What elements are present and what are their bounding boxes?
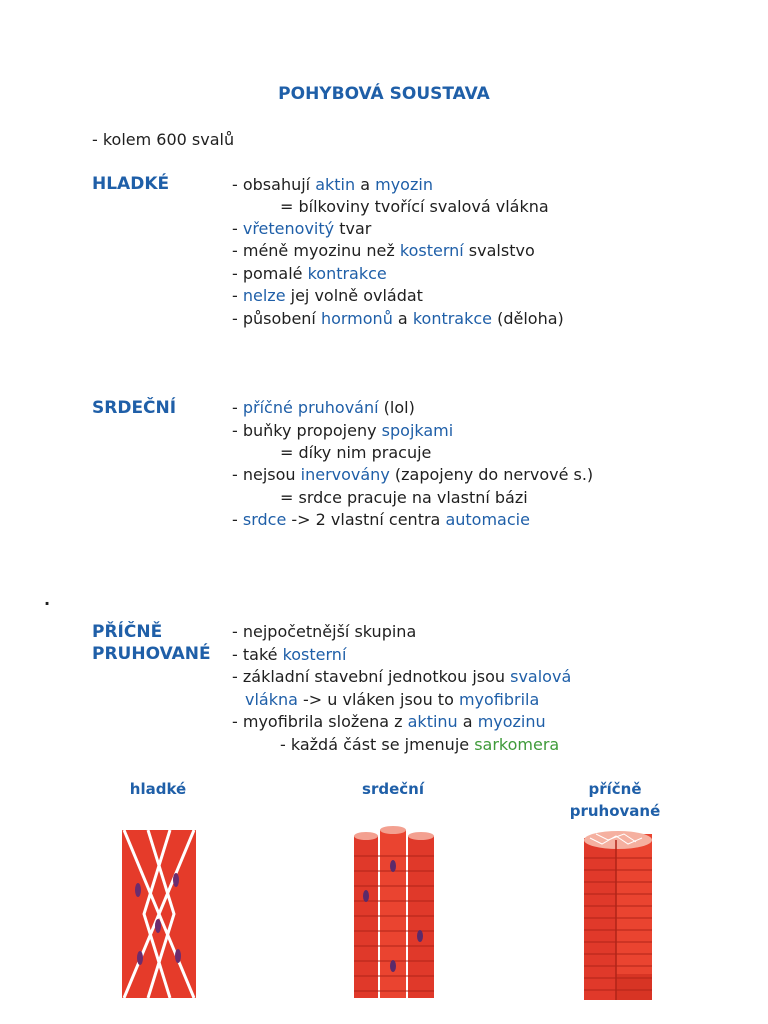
term-sarkomera: sarkomera [474,735,560,754]
hladke-line-3 [232,219,371,238]
term: myofibrila [458,690,540,709]
hladke-line-2: = bílkoviny tvořící svalová vlákna [280,197,549,216]
term: kontrakce [307,264,387,283]
skeletal-muscle-illustration [582,830,654,1000]
text: - pomalé [232,264,308,283]
term-aktin: aktin [315,175,356,194]
hladke-line-5 [232,264,387,283]
stray-dot: . [44,590,51,609]
text: - myofibrila složena z [232,712,408,731]
text: (děloha) [492,309,564,328]
text: - [232,398,243,417]
pricne-line-5 [232,712,546,731]
hladke-line-4 [232,241,535,260]
term: myozinu [477,712,546,731]
text: jej volně ovládat [285,286,423,305]
term: srdce [242,510,287,529]
term: kosterní [399,241,464,260]
smooth-muscle-illustration [118,830,200,998]
term: svalová [510,667,572,686]
text: - méně myozinu než [232,241,400,260]
term: nelze [242,286,286,305]
text: - [232,286,243,305]
caption-pricne-2: pruhované [569,802,661,820]
term: spojkami [381,421,454,440]
srdecni-line-2 [232,421,453,440]
text: a [392,309,413,328]
caption-srdecni: srdeční [362,780,424,798]
section-heading-srdecni: SRDEČNÍ [92,398,177,418]
text: - obsahují [232,175,316,194]
text: - buňky propojeny [232,421,382,440]
srdecni-line-5: = srdce pracuje na vlastní bázi [280,488,528,507]
text: - nejsou [232,465,301,484]
hladke-line-7 [232,309,564,328]
text: -> 2 vlastní centra [286,510,446,529]
section-heading-hladke: HLADKÉ [92,174,170,194]
caption-pricne-1: příčně [588,780,642,798]
pricne-line-2 [232,645,346,664]
pricne-line-6 [280,735,559,754]
srdecni-line-6 [232,510,530,529]
term: vřetenovitý [242,219,335,238]
srdecni-line-4 [232,465,593,484]
pricne-line-4 [245,690,539,709]
srdecni-line-3: = díky nim pracuje [280,443,432,462]
caption-hladke: hladké [129,780,187,798]
text: a [355,175,376,194]
section-heading-pricne-2: PRUHOVANÉ [92,644,211,664]
intro-line: - kolem 600 svalů [92,130,235,149]
term: příčné pruhování [242,398,379,417]
text: - každá část se jmenuje [280,735,475,754]
hladke-line-1 [232,175,433,194]
term-myozin: myozin [375,175,433,194]
text: - [232,219,243,238]
text: a [457,712,478,731]
text: (lol) [378,398,415,417]
term: automacie [445,510,530,529]
text: svalstvo [463,241,535,260]
srdecni-line-1 [232,398,415,417]
term: kosterní [282,645,347,664]
section-heading-pricne-1: PŘÍČNĚ [92,622,163,642]
term: inervovány [300,465,390,484]
text: - také [232,645,283,664]
pricne-line-3 [232,667,571,686]
text: - základní stavební jednotkou jsou [232,667,511,686]
text: - [232,510,243,529]
hladke-line-6 [232,286,423,305]
page-title: POHYBOVÁ SOUSTAVA [278,84,490,104]
text: (zapojeny do nervové s.) [389,465,594,484]
term: vlákna [245,690,298,709]
cardiac-muscle-illustration [350,826,438,998]
text: - působení [232,309,321,328]
text: -> u vláken jsou to [297,690,459,709]
term: aktinu [407,712,458,731]
text: tvar [334,219,372,238]
term: hormonů [320,309,393,328]
term: kontrakce [412,309,493,328]
pricne-line-1: - nejpočetnější skupina [232,622,417,641]
